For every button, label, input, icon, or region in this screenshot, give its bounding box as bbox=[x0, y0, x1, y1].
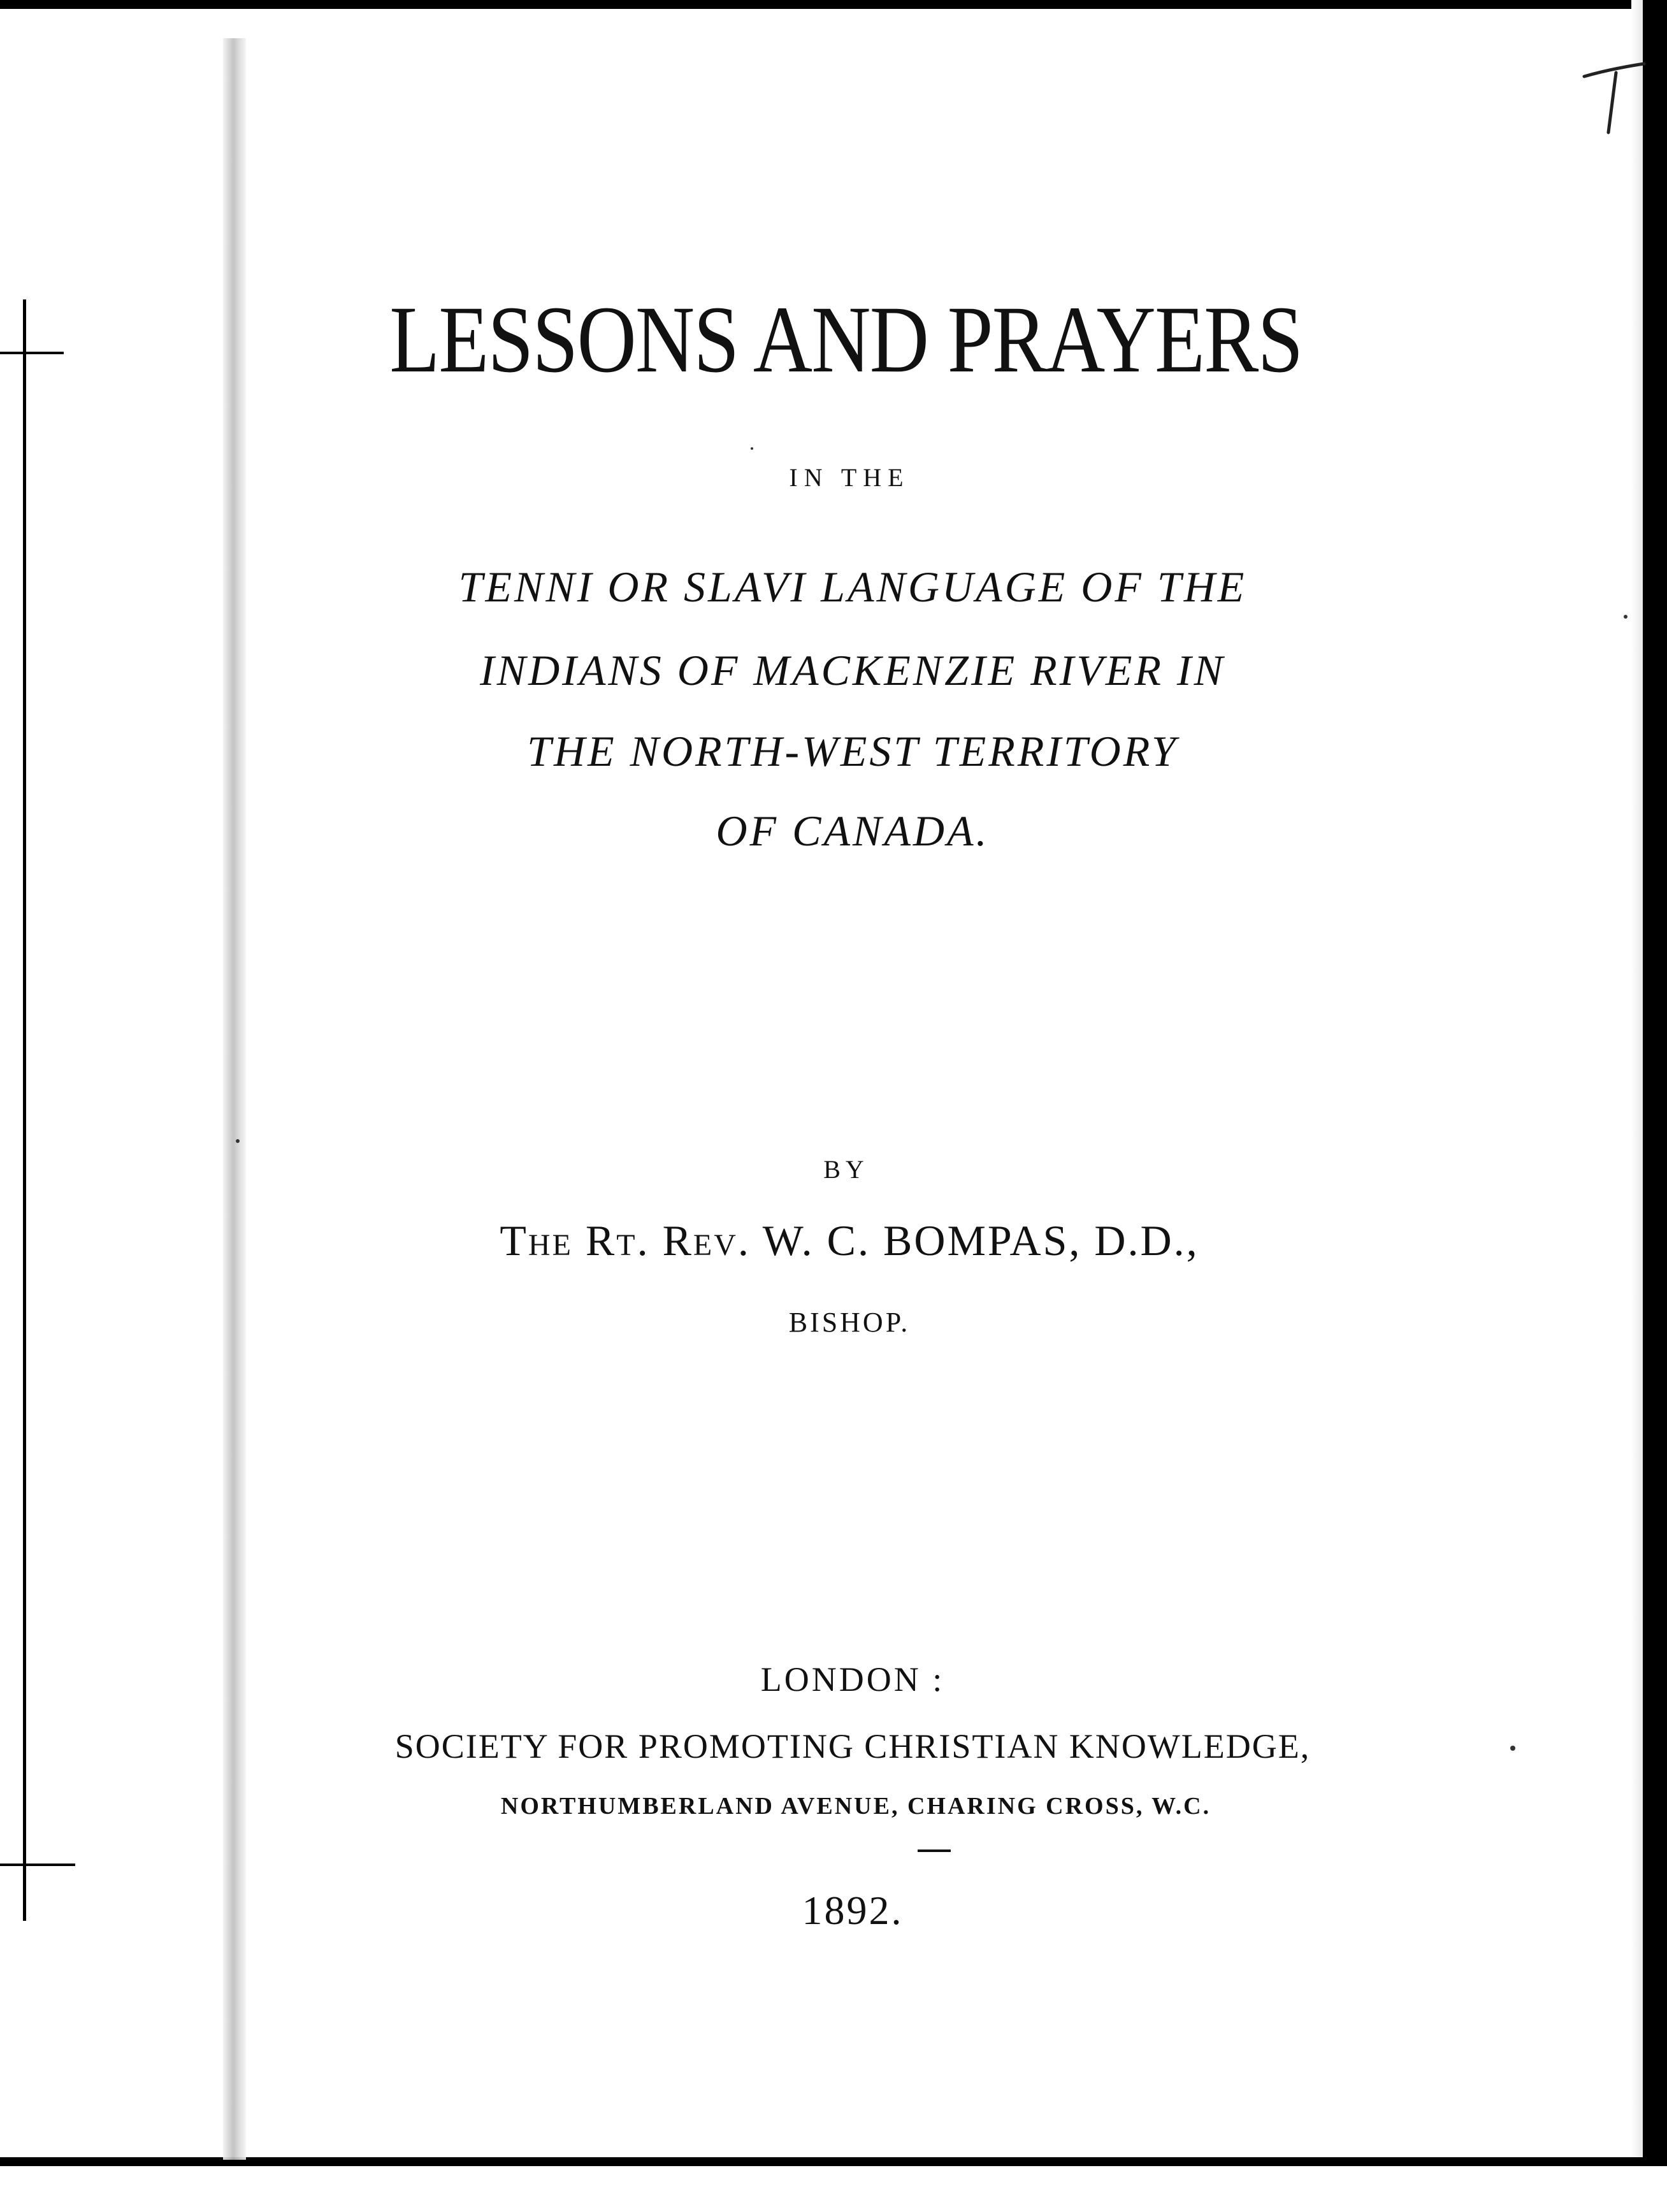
subtitle-line-4: OF CANADA. bbox=[716, 807, 990, 855]
crop-mark-bottom bbox=[0, 1864, 75, 1866]
author-name: The Rt. Rev. W. C. BOMPAS, D.D., bbox=[500, 1216, 1199, 1265]
imprint-city: LONDON : bbox=[760, 1660, 945, 1698]
crop-mark-top bbox=[0, 352, 64, 354]
subtitle-line-2: INDIANS OF MACKENZIE RIVER IN bbox=[480, 646, 1225, 694]
scan-bottom-border bbox=[0, 2157, 1667, 2166]
by-label: BY bbox=[823, 1155, 869, 1184]
publisher-address: NORTHUMBERLAND AVENUE, CHARING CROSS, W.C. bbox=[500, 1793, 1211, 1820]
short-divider-rule bbox=[918, 1849, 951, 1852]
handwritten-t-mark bbox=[1579, 57, 1649, 140]
page-edge-shadow bbox=[1631, 0, 1643, 2166]
subtitle-line-1: TENNI OR SLAVI LANGUAGE OF THE bbox=[458, 563, 1247, 611]
scan-right-border bbox=[1643, 0, 1667, 2166]
ink-speck bbox=[236, 1139, 240, 1143]
ink-speck bbox=[1510, 1746, 1515, 1751]
scan-bottom-margin bbox=[0, 2166, 1667, 2212]
book-title: LESSONS AND PRAYERS bbox=[389, 287, 1303, 392]
ink-speck bbox=[751, 447, 753, 450]
subtitle-line-3: THE NORTH-WEST TERRITORY bbox=[527, 727, 1178, 775]
in-the-label: IN THE bbox=[789, 463, 910, 492]
publisher-name: SOCIETY FOR PROMOTING CHRISTIAN KNOWLEDGE, bbox=[394, 1727, 1311, 1765]
ink-speck bbox=[1624, 615, 1627, 619]
author-role: BISHOP. bbox=[788, 1307, 911, 1338]
publication-year: 1892. bbox=[802, 1888, 904, 1933]
scan-top-border bbox=[0, 0, 1667, 9]
